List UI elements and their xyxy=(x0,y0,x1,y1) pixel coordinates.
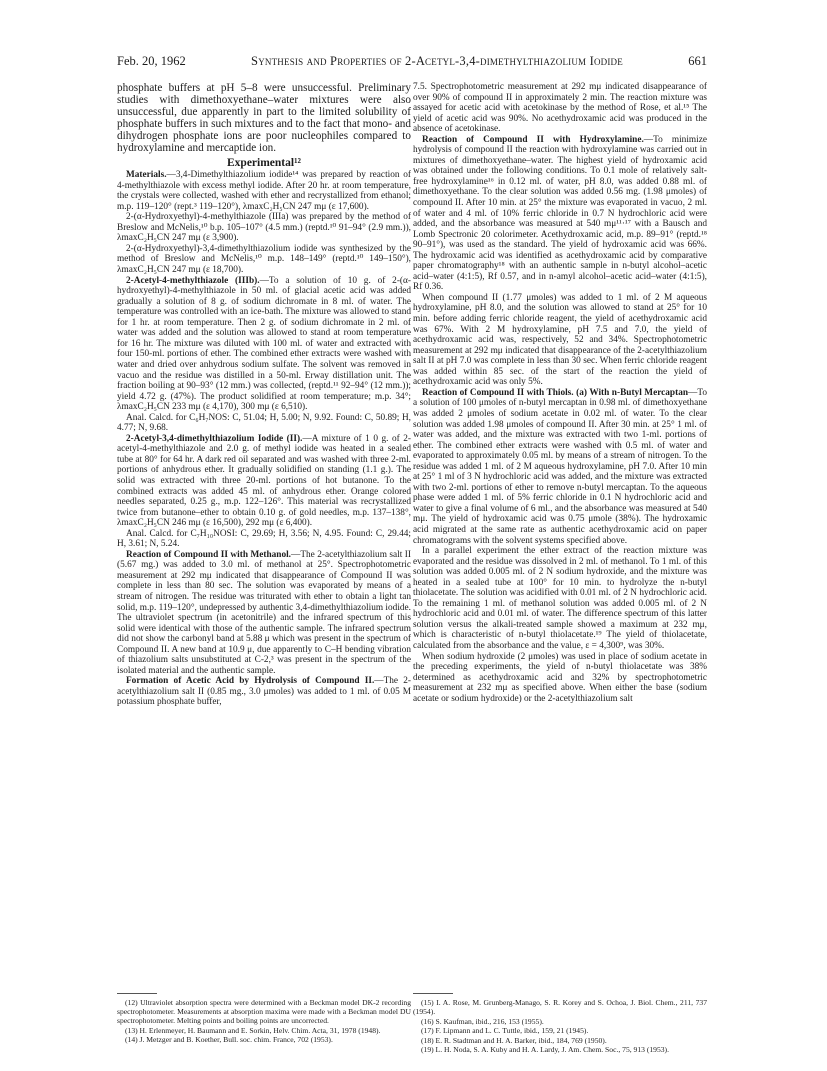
paragraph xyxy=(413,388,707,546)
left-paragraphs xyxy=(117,170,411,708)
footnote: (13) H. Erlenmeyer, H. Baumann and E. Sorkin, Helv. Chim. Acta, 31, 1978 (1948). xyxy=(125,1025,381,1035)
paragraph-text: In a parallel experiment the ether extract of the reaction mixture was evaporated and the residue was dissolved in 2 ml. of methanol. To 1 ml. of this solution was added 0.005 ml. of 2 N sodium hydroxide, and the mixture was heated in a sealed tube at 100° for 10 min. to hydrolyze the n-butyl thiolacetate. The solution was acidified with 0.01 ml. of 2 N hydrochloric acid. To the remaining 1 ml. of methanol solution was added 0.005 ml. of 2 N hydrochloric acid and 0.01 ml. of water. The difference spectrum of this latter solution versus the alkali-treated sample showed a maximum at 232 mμ, which is characteristic of n-butyl thiolacetate.¹⁹ The yield of thiolacetate, calculated from the absorbance and the value, ε = 4,300⁹, was 30%. xyxy=(413,546,707,651)
footnote: (19) L. H. Noda, S. A. Kuby and H. A. Lardy, J. Am. Chem. Soc., 75, 913 (1953). xyxy=(421,1045,669,1055)
paragraph-text: —A mixture of 1 0 g. of 2-acetyl-4-methylthiazole and 2.0 g. of methyl iodide was heated in a sealed tube at 80° for 64 hr. A dark red oil separated and was washed with three 2-ml. portions of anhydrous ether. It gradually solidified on standing (1.1 g.). The solid was extracted with three 20-ml. portions of hot butanone. To the combined extracts was added 45 ml. of anhydrous ether. Orange colored needles separated, 0.25 g., m.p. 122–126°. This material was recrystallized twice from butanone–ether to obtain 0.10 g. of gold needles, m.p. 137–138°, λmaxC₂H₅CN 246 mμ (ε 16,500), 292 mμ (ε 6,400). xyxy=(117,433,411,529)
run-in-heading: Formation of Acetic Acid by Hydrolysis of Compound II. xyxy=(126,676,375,687)
paragraph xyxy=(413,652,707,705)
left-column xyxy=(117,82,411,708)
paragraph xyxy=(413,293,707,388)
paragraph xyxy=(117,529,411,550)
footnote-rule-left xyxy=(117,993,157,994)
experimental-heading: Experimental¹² xyxy=(227,156,301,169)
run-in-heading: Materials. xyxy=(126,170,167,181)
footnote: (14) J. Metzger and B. Koether, Bull. soc. chim. France, 702 (1953). xyxy=(125,1035,333,1045)
run-in-heading: Reaction of Compound II with Thiols. (a) With n-Butyl Mercaptan xyxy=(422,387,689,398)
footnote: (16) S. Kaufman, ibid., 216, 153 (1955). xyxy=(421,1016,544,1026)
header-title: Synthesis and Properties of 2-Acetyl-3,4-dimethylthiazolium Iodide xyxy=(251,54,623,68)
paragraph xyxy=(117,170,411,212)
paragraph xyxy=(117,550,411,677)
paragraph-text: —The 2-acetylthiazolium salt II (5.67 mg.) was added to 3.0 ml. of methanol at 25°. Spectrophotometric measurement at 292 mμ indicated that disappearance of Compound II was complete in less than 80 sec. The solution was evaporated by means of a stream of nitrogen. The residue was triturated with ether to obtain a light tan solid, m.p. 119–120°, undepressed by authentic 3,4-dimethylthiazolium iodide. The ultraviolet spectrum (in acetonitrile) and the infrared spectrum of this solid were identical with those of the authentic sample. The infrared spectrum did not show the carbonyl band at 5.88 μ which was present in the spectrum of Compound II. A new band at 10.9 μ, due apparently to C–H bending vibration of thiazolium salts unsubstituted at C-2,³ was present in the spectrum of the isolated material and the authentic sample. xyxy=(117,549,411,676)
paragraph-text: 7.5. Spectrophotometric measurement at 292 mμ indicated disappearance of over 90% of compound II in approximately 2 min. The reaction mixture was assayed for acetic acid with acetokinase by the method of Rose, et al.¹⁵ The yield of acetic acid was 90%. No acethydroxamic acid was produced in the absence of acetokinase. xyxy=(413,82,707,135)
right-paragraphs xyxy=(413,82,707,704)
paragraph xyxy=(117,212,411,244)
page-number: 661 xyxy=(688,54,707,68)
paragraph xyxy=(117,276,411,413)
paragraph-text: 2-(α-Hydroxyethyl)-3,4-dimethylthiazolium iodide was synthesized by the method of Breslow and McNelis,¹⁰ m.p. 148–149° (reptd.¹⁰ 149–150°), λmaxC₂H₅CN 247 mμ (ε 18,700). xyxy=(117,243,411,276)
paragraph-text: —3,4-Dimethylthiazolium iodide¹⁴ was prepared by reaction of 4-methylthiazole with excess methyl iodide. After 20 hr. at room temperature, the crystals were collected, washed with ether and recrystallized from ethanol; m.p. 119–120° (rept.³ 119–120°), λmaxC₂H₅CN 247 mμ (ε 17,600). xyxy=(117,170,411,212)
footnote: (17) F. Lipmann and L. C. Tuttle, ibid., 159, 21 (1945). xyxy=(421,1026,589,1036)
paragraph xyxy=(413,82,707,135)
footnotes-right xyxy=(413,998,707,1055)
paragraph xyxy=(413,546,707,651)
right-column xyxy=(413,82,707,704)
paragraph-text: When compound II (1.77 μmoles) was added to 1 ml. of 2 M aqueous hydroxylamine, pH 8.0, and the solution was allowed to stand at 25° for 10 min. before adding ferric chloride reagent, the yield of acethydroxamic acid was 67%. With 2 M hydroxylamine, pH 7.5 and 7.0, the yield of acethydroxamic acid was, respectively, 52 and 34%. Spectrophotometric measurement at 292 mμ indicated that disappearance of the 2-acetylthiazolium salt II at pH 7.0 was complete in less than 30 sec. When ferric chloride reagent was added within 85 sec. of the start of the reaction the yield of acethydroxamic acid was only 5%. xyxy=(413,292,707,388)
run-in-heading: 2-Acetyl-3,4-dimethylthiazolium Iodide (II). xyxy=(126,433,303,444)
footnote-rule-right xyxy=(413,993,453,994)
paragraph-text: When sodium hydroxide (2 μmoles) was used in place of sodium acetate in the preceding experiments, the yield of n-butyl thiolacetate was 38% determined as acethydroxamic acid and 32% by spectrophotometric measurement at 232 mμ as specified above. When either the base (sodium acetate or sodium hydroxide) or the 2-acetylthiazolium salt xyxy=(413,651,707,704)
paragraph-text: —The 2-acetylthiazolium salt II (0.85 mg., 3.0 μmoles) was added to 1 ml. of 0.05 M potassium phosphate buffer, xyxy=(117,676,411,708)
paragraph-text: —To minimize hydrolysis of compound II the reaction with hydroxylamine was carried out in mixtures of dimethoxyethane–water. The highest yield of hydroxamic acid was obtained under the following conditions. To 0.1 mole of relatively salt-free hydroxylamine¹⁶ in 0.12 ml. of water, pH 8.0, was added 0.88 ml. of dimethoxyethane. To the clear solution was added 0.56 mg. (1.98 μmoles) of compound II. After 10 min. at 25° the mixture was evaporated in vacuo, 2 ml. of water and 4 ml. of 10% ferric chloride in 0.7 N hydrochloric acid were added, and the absorbance was measured at 540 mμ¹¹·¹⁷ with a Bausch and Lomb Spectronic 20 colorimeter. Acethydroxamic acid, m.p. 89–91° (reptd.¹⁸ 90–91°), was used as the standard. The yield of hydroxamic acid was 66%. The hydroxamic acid was identified as acethydroxamic acid by comparative paper chromatography¹⁸ with an authentic sample in n-butyl alcohol–acetic acid–water (4:1:5), Rf 0.57, and in n-amyl alcohol–acetic acid–water (4:1:5), Rf 0.36. xyxy=(413,134,707,293)
paragraph-text: 2-(α-Hydroxyethyl)-4-methylthiazole (IIIa) was prepared by the method of Breslow and McNelis,¹⁰ b.p. 105–107° (4.5 mm.) (reptd.¹⁰ 91–94° (2.9 mm.)), λmaxC₂H₅CN 247 mμ (ε 3,900). xyxy=(117,212,411,244)
paragraph xyxy=(413,135,707,293)
run-in-heading: 2-Acetyl-4-methylthiazole (IIIb). xyxy=(126,275,260,286)
paragraph-text: Anal. Calcd. for C₆H₇NOS: C, 51.04; H, 5.00; N, 9.92. Found: C, 50.89; H, 4.77; N, 9.68. xyxy=(117,412,411,434)
intro-paragraph: phosphate buffers at pH 5–8 were unsuccessful. Preliminary studies with dimethoxyethane–water mixtures were also unsuccessful, due apparently in part to the limited solubility of phosphate buffers in such mixtures and to the fact that mono- and dihydrogen phosphate ions are poor nucleophiles compared to hydroxylamine and mercaptide ion. xyxy=(117,82,411,155)
run-in-heading: Reaction of Compound II with Methanol. xyxy=(126,549,292,560)
paragraph-text: —To a solution of 100 μmoles of n-butyl mercaptan in 0.98 ml. of dimethoxyethane was added 2 μmoles of sodium acetate in 0.02 ml. of water. To the clear solution was added 1.98 μmoles of compound II. After 30 min. at 25° 1 ml. of water was added, and the mixture was extracted with two 1-ml. portions of ether. The combined ether extracts were washed with 0.5 ml. of water and evaporated to approximately 0.05 ml. by means of a stream of nitrogen. To the residue was added 1 ml. of 2 M aqueous hydroxylamine, pH 7.0. After 10 min at 25° 1 ml of 3 N hydrochloric acid was added, and the mixture was extracted with two 2-ml. portions of ether to remove n-butyl mercaptan. To the aqueous phase were added 1 ml. of 5% ferric chloride in 0.1 N hydrochloric acid and water to give a final volume of 6 ml., and the absorbance was measured at 540 mμ. The yield of hydroxamic acid was 0.75 μmole (38%). The hydroxamic acid migrated at the same rate as authentic acethydroxamic acid on paper chromatograms with the solvent systems specified above. xyxy=(413,387,707,546)
run-in-heading: Reaction of Compound II with Hydroxylamine. xyxy=(422,134,644,145)
footnotes-left xyxy=(117,998,411,1045)
paragraph xyxy=(117,244,411,276)
paragraph xyxy=(117,434,411,529)
footnote: (12) Ultraviolet absorption spectra were determined with a Beckman model DK-2 recording spectrophotometer. Measurements at absorption maxima were made with a Beckman model DU spectrophotometer. Melting points and boiling points are uncorrected. xyxy=(117,998,411,1026)
paragraph xyxy=(117,676,411,708)
paragraph-text: Anal. Calcd. for C₇H₁₀NOSI: C, 29.69; H, 3.56; N, 4.95. Found: C, 29.44; H, 3.61; N, 5.24. xyxy=(117,528,411,550)
running-header xyxy=(117,54,707,72)
header-date: Feb. 20, 1962 xyxy=(117,54,186,68)
footnote: (18) E. R. Stadtman and H. A. Barker, ibid., 184, 769 (1950). xyxy=(421,1035,607,1045)
paragraph xyxy=(117,413,411,434)
footnote: (15) I. A. Rose, M. Grunberg-Manago, S. R. Korey and S. Ochoa, J. Biol. Chem., 211, 737 (1954). xyxy=(413,998,707,1017)
paragraph-text: —To a solution of 10 g. of 2-(α-hydroxyethyl)-4-methylthiazole in 50 ml. of glacial acetic acid was added gradually a solution of 8 g. of sodium dichromate in 8 ml. of water. The temperature was controlled with an ice-bath. The mixture was allowed to stand for 1 hr. at room temperature. Then 2 g. of sodium dichromate in 2 ml. of water was added and the solution was allowed to stand at room temperature for 16 hr. The mixture was diluted with 100 ml. of water and extracted with four 150-ml. portions of ether. The combined ether extracts were washed with water and dried over anhydrous sodium sulfate. The solvent was removed in vacuo and the residue was distilled in a 50-ml. Erway distillation unit. The fraction boiling at 90–93° (12 mm.) was collected, (reptd.¹¹ 92–94° (12 mm.)); yield 4.72 g. (47%). The product solidified at room temperature; m.p. 34°; λmaxC₂H₅CN 233 mμ (ε 4,170), 300 mμ (ε 6,510). xyxy=(117,275,411,413)
